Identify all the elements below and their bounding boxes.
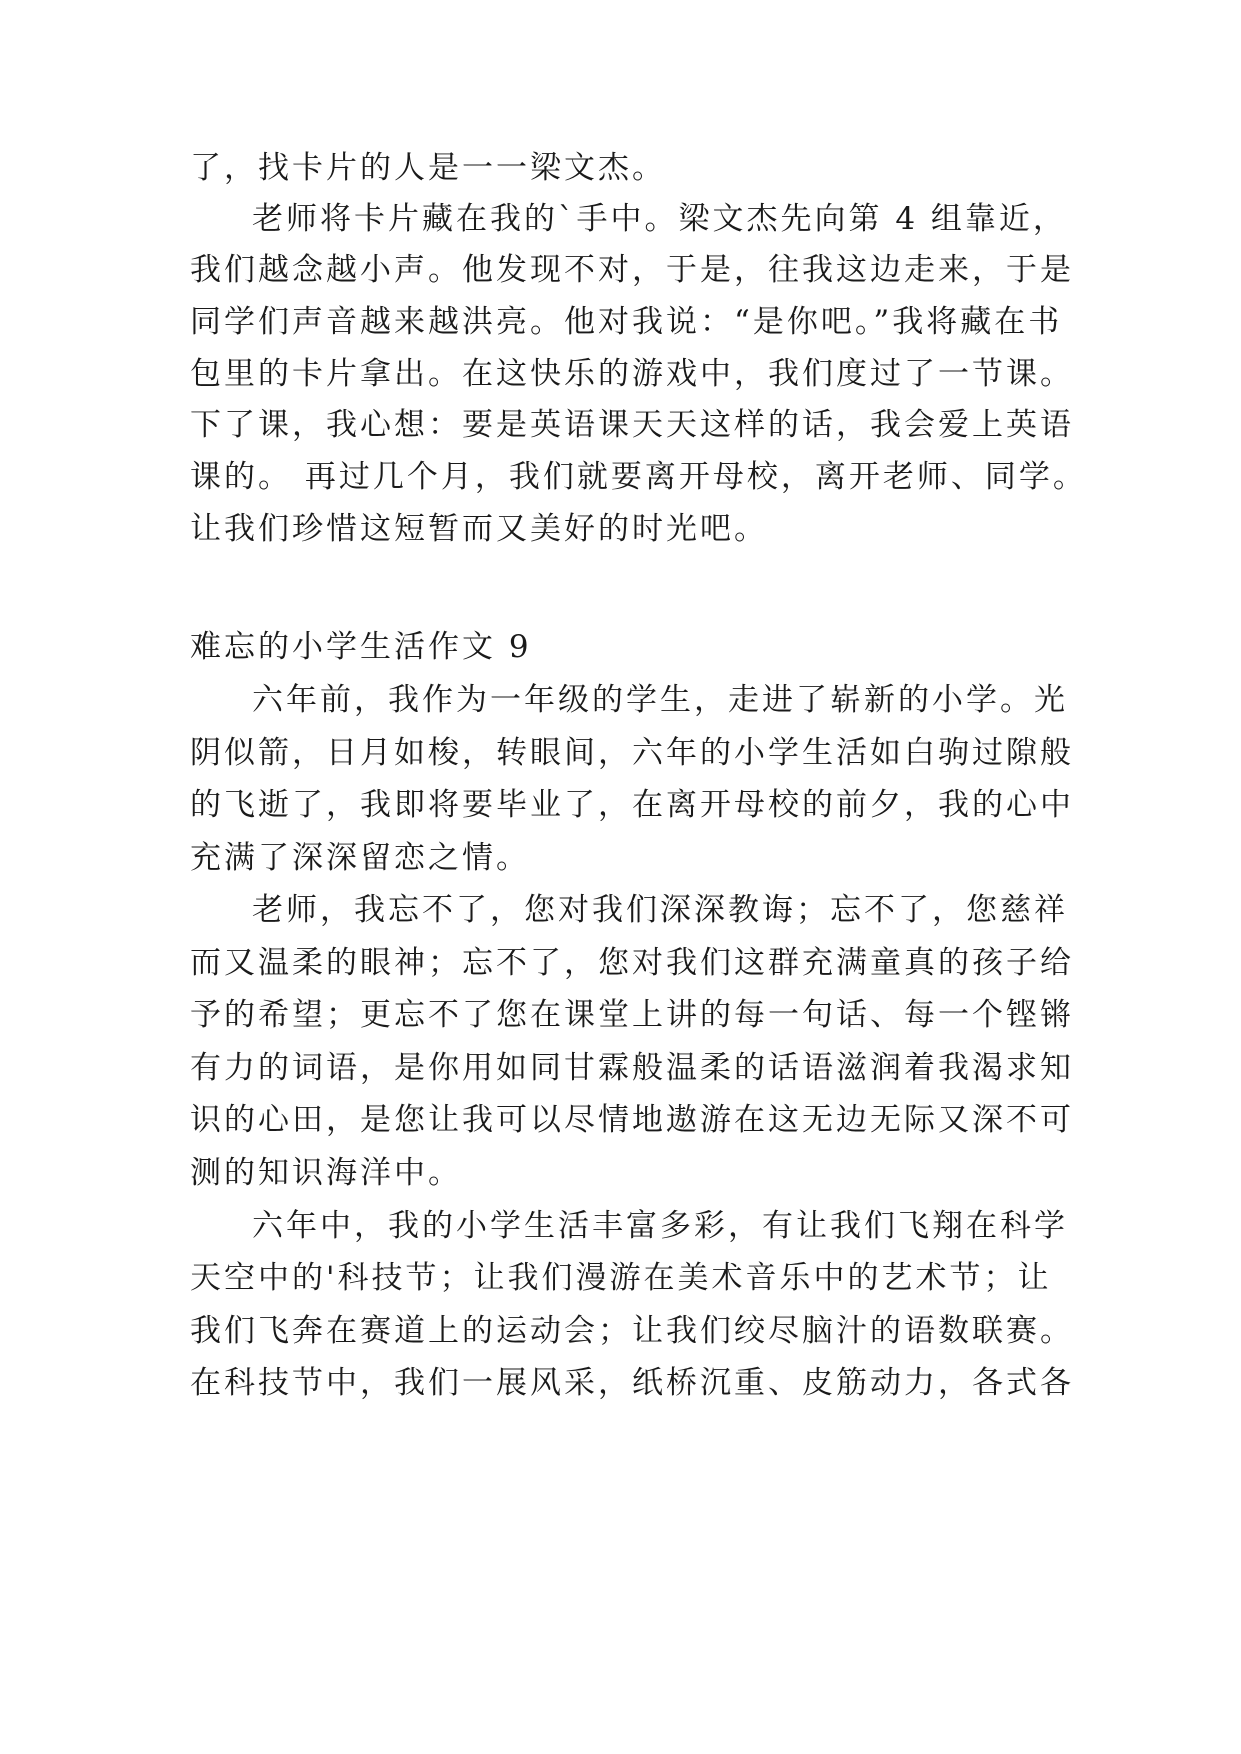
text-line: 老师，我忘不了，您对我们深深教诲；忘不了，您慈祥: [252, 892, 1068, 928]
text-line: 有力的词语，是你用如同甘霖般温柔的话语滋润着我渴求知: [190, 1050, 1074, 1086]
text-line: 同学们声音越来越洪亮。他对我说：“是你吧。”我将藏在书: [190, 304, 1063, 340]
text-line: 了，找卡片的人是一一梁文杰。: [190, 150, 666, 186]
text-line: 我们飞奔在赛道上的运动会；让我们绞尽脑汁的语数联赛。: [190, 1313, 1074, 1349]
text-line: 六年前，我作为一年级的学生，走进了崭新的小学。光: [252, 682, 1068, 718]
text-line: 测的知识海洋中。: [190, 1155, 462, 1191]
text-line: 让我们珍惜这短暂而又美好的时光吧。: [190, 511, 768, 547]
text-line: 而又温柔的眼神；忘不了，您对我们这群充满童真的孩子给: [190, 945, 1074, 981]
text-line: 阴似箭，日月如梭，转眼间，六年的小学生活如白驹过隙般: [190, 735, 1074, 771]
text-line: 我们越念越小声。他发现不对，于是，往我这边走来，于是: [190, 252, 1074, 288]
text-line: 天空中的'科技节；让我们漫游在美术音乐中的艺术节；让: [190, 1260, 1052, 1296]
text-line: 老师将卡片藏在我的`手中。梁文杰先向第 4 组靠近，: [252, 201, 1067, 237]
text-line: 下了课，我心想：要是英语课天天这样的话，我会爱上英语: [190, 407, 1074, 443]
text-line: 六年中，我的小学生活丰富多彩，有让我们飞翔在科学: [252, 1208, 1068, 1244]
section-heading: 难忘的小学生活作文 9: [190, 629, 532, 665]
text-line: 课的。 再过几个月，我们就要离开母校，离开老师、同学。: [190, 459, 1087, 495]
text-line: 在科技节中，我们一展风采，纸桥沉重、皮筋动力，各式各: [190, 1365, 1074, 1401]
text-line: 的飞逝了，我即将要毕业了，在离开母校的前夕，我的心中: [190, 787, 1074, 823]
text-line: 识的心田，是您让我可以尽情地遨游在这无边无际又深不可: [190, 1102, 1074, 1138]
text-line: 予的希望；更忘不了您在课堂上讲的每一句话、每一个铿锵: [190, 997, 1074, 1033]
text-line: 充满了深深留恋之情。: [190, 840, 530, 876]
text-line: 包里的卡片拿出。在这快乐的游戏中，我们度过了一节课。: [190, 356, 1074, 392]
